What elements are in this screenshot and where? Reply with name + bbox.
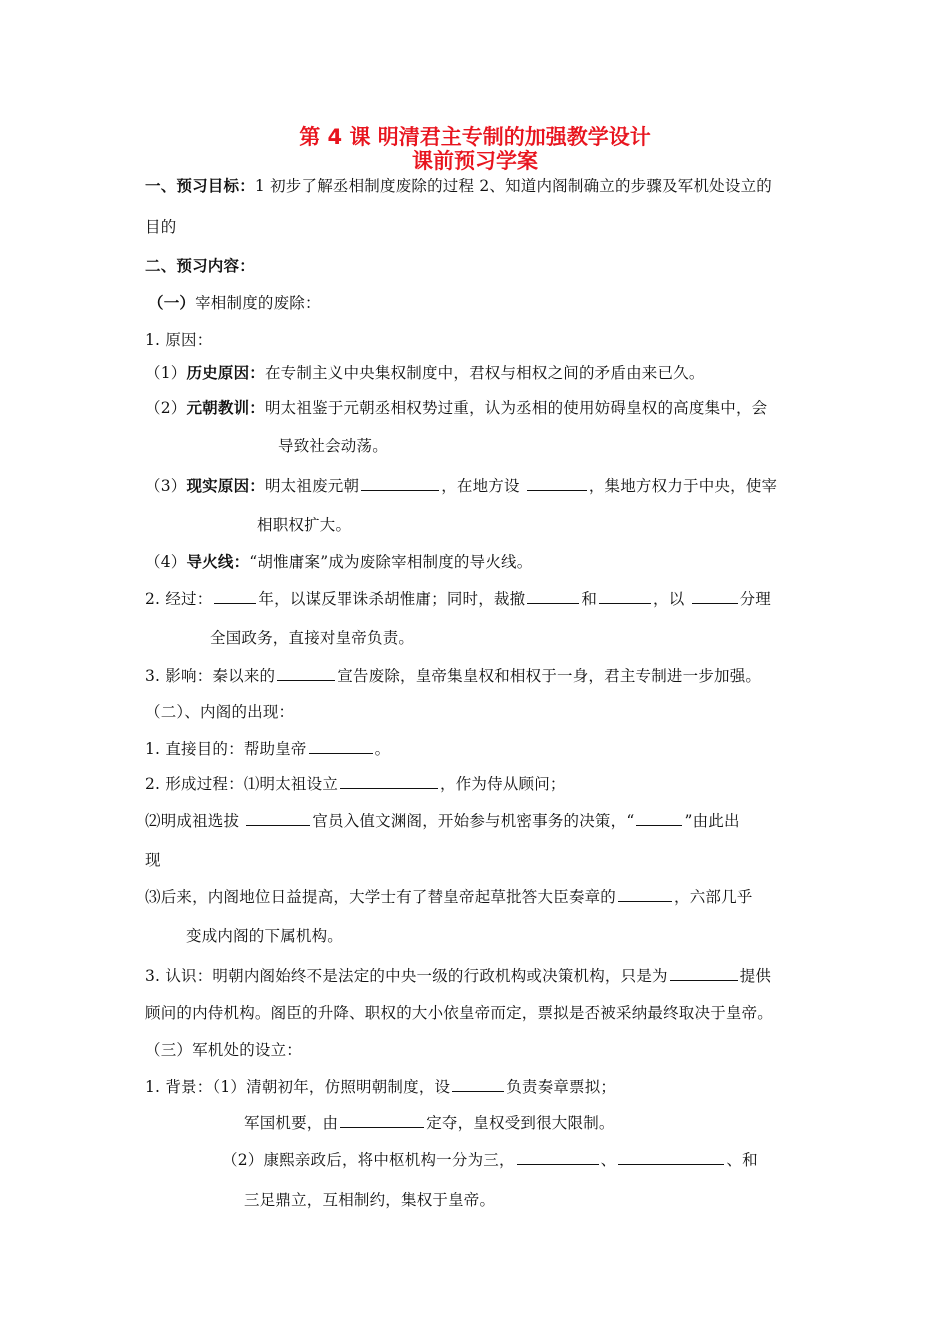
cause-2-text: 明太祖鉴于元朝丞相权势过重，认为丞相的使用妨碍皇权的高度集中，会: [264, 399, 768, 417]
fill-blank: [692, 588, 738, 604]
cause-3: [145, 475, 777, 496]
cabinet-view: [145, 965, 771, 986]
section-1-cont: 目的: [145, 218, 177, 236]
cause-3-text-c: ，集地方权力于中央，使宰: [588, 477, 778, 495]
process-text-e: 分理: [739, 590, 771, 608]
cabinet-view-text-a: 3. 认识：明朝内阁始终不是法定的中央一级的行政机构或决策机构，只是为: [145, 967, 668, 985]
process-text-a: 2. 经过：: [145, 590, 213, 608]
part-1-num: （一）: [148, 294, 196, 312]
section-2-heading: 二、预习内容：: [145, 257, 255, 275]
part-2-heading: （二）、内阁的出现：: [145, 703, 295, 721]
cabinet-formation-2-text-c: ”由此出: [684, 812, 740, 830]
fill-blank: [361, 475, 439, 491]
fill-blank: [340, 773, 438, 789]
council-background-1-cont: [244, 1112, 615, 1133]
part-1-heading: [148, 293, 321, 313]
council-background-1-text: 1. 背景：（1）清朝初年，仿照明朝制度，设: [145, 1078, 451, 1096]
fill-blank: [527, 588, 579, 604]
cause-2-label: 元朝教训：: [186, 399, 265, 417]
fill-blank: [277, 665, 335, 681]
fill-blank: [670, 965, 738, 981]
council-background-2-cont: 三足鼎立，互相制约，集权于皇帝。: [244, 1191, 496, 1209]
process-text-d: ，以: [653, 590, 690, 608]
cause-4-text: “胡惟庸案”成为废除宰相制度的导火线。: [249, 553, 533, 571]
page-title: 第 4 课 明清君主专制的加强教学设计: [299, 125, 651, 149]
fill-blank: [527, 475, 587, 491]
cause-3-label: 现实原因：: [186, 477, 265, 495]
fill-blank: [340, 1112, 424, 1128]
council-background-1-end: 负责奏章票拟；: [506, 1078, 617, 1096]
cabinet-formation-3-text-b: ，六部几乎: [674, 888, 753, 906]
cause-3-cont: 相职权扩大。: [257, 516, 352, 534]
cabinet-view-cont: 顾问的内侍机构。阁臣的升降、职权的大小依皇帝而定，票拟是否被采纳最终取决于皇帝。: [145, 1004, 774, 1022]
process-line: [145, 588, 771, 609]
cause-2-num: （2）: [145, 399, 187, 417]
fill-blank: [517, 1149, 599, 1165]
cause-1-num: （1）: [145, 364, 187, 382]
part-1-title: 宰相制度的废除：: [195, 294, 321, 312]
fill-blank: [214, 588, 256, 604]
impact-line: [145, 665, 761, 686]
fill-blank: [636, 810, 682, 826]
fill-blank: [599, 588, 651, 604]
process-text-c: 和: [581, 590, 598, 608]
cause-4: [145, 552, 532, 572]
fill-blank: [618, 1149, 724, 1165]
section-1-text: 1 初步了解丞相制度废除的过程 2、知道内阁制确立的步骤及军机处设立的: [254, 177, 772, 195]
cause-4-num: （4）: [145, 553, 187, 571]
cause-3-text-a: 明太祖废元朝: [264, 477, 360, 495]
cause-2-cont: 导致社会动荡。: [278, 437, 388, 455]
fill-blank: [246, 810, 310, 826]
cabinet-formation-2-cont: 现: [145, 851, 161, 869]
cause-2: [145, 398, 767, 418]
process-cont: 全国政务，直接对皇帝负责。: [210, 629, 415, 647]
cabinet-formation-2-text-b: 官员入值文渊阁，开始参与机密事务的决策，“: [312, 812, 635, 830]
cabinet-purpose-text: 1. 直接目的：帮助皇帝: [145, 740, 307, 758]
page-subtitle: 课前预习学案: [412, 149, 538, 173]
council-background-2-sep: 、: [600, 1151, 617, 1169]
fill-blank: [618, 886, 672, 902]
cabinet-formation-3: [145, 886, 753, 907]
council-background-2-text: （2）康熙亲政后，将中枢机构一分为三，: [222, 1151, 515, 1169]
cause-1-label: 历史原因：: [186, 364, 265, 382]
cause-heading: 1. 原因：: [145, 331, 213, 349]
cause-3-text-b: ，在地方设: [441, 477, 525, 495]
cabinet-formation-3-cont: 变成内阁的下属机构。: [186, 927, 344, 945]
cabinet-purpose-end: 。: [374, 740, 391, 758]
cause-1-text: 在专制主义中央集权制度中，君权与相权之间的矛盾由来已久。: [264, 364, 705, 382]
cabinet-formation-1-end: ，作为侍从顾问；: [440, 775, 566, 793]
fill-blank: [452, 1076, 504, 1092]
part-3-heading: （三）军机处的设立：: [145, 1041, 303, 1059]
council-background-2-end: 、和: [726, 1151, 758, 1169]
cabinet-formation-3-text-a: ⑶后来，内阁地位日益提高，大学士有了替皇帝起草批答大臣奏章的: [145, 888, 617, 906]
fill-blank: [309, 738, 373, 754]
cause-1: [145, 363, 705, 383]
cabinet-formation-2-text-a: ⑵明成祖选拔: [145, 812, 245, 830]
section-1-heading: 一、预习目标：: [145, 177, 255, 195]
cause-3-num: （3）: [145, 477, 187, 495]
cabinet-view-text-b: 提供: [739, 967, 772, 985]
impact-text-b: 宣告废除，皇帝集皇权和相权于一身，君主专制进一步加强。: [337, 667, 762, 685]
council-background-1-cont-b: 定夺，皇权受到很大限制。: [426, 1114, 615, 1132]
cabinet-formation-1: [145, 773, 566, 794]
process-text-b: 年，以谋反罪诛杀胡惟庸；同时，裁撤: [258, 590, 526, 608]
section-1-line: [145, 176, 772, 196]
cabinet-formation-1-text: 2. 形成过程：⑴明太祖设立: [145, 775, 339, 793]
council-background-1: [145, 1076, 616, 1097]
cause-4-label: 导火线：: [186, 553, 250, 571]
council-background-2: [222, 1149, 758, 1170]
impact-text-a: 3. 影响：秦以来的: [145, 667, 276, 685]
council-background-1-cont-a: 军国机要，由: [244, 1114, 339, 1132]
cabinet-formation-2: [145, 810, 740, 831]
cabinet-purpose: [145, 738, 390, 759]
